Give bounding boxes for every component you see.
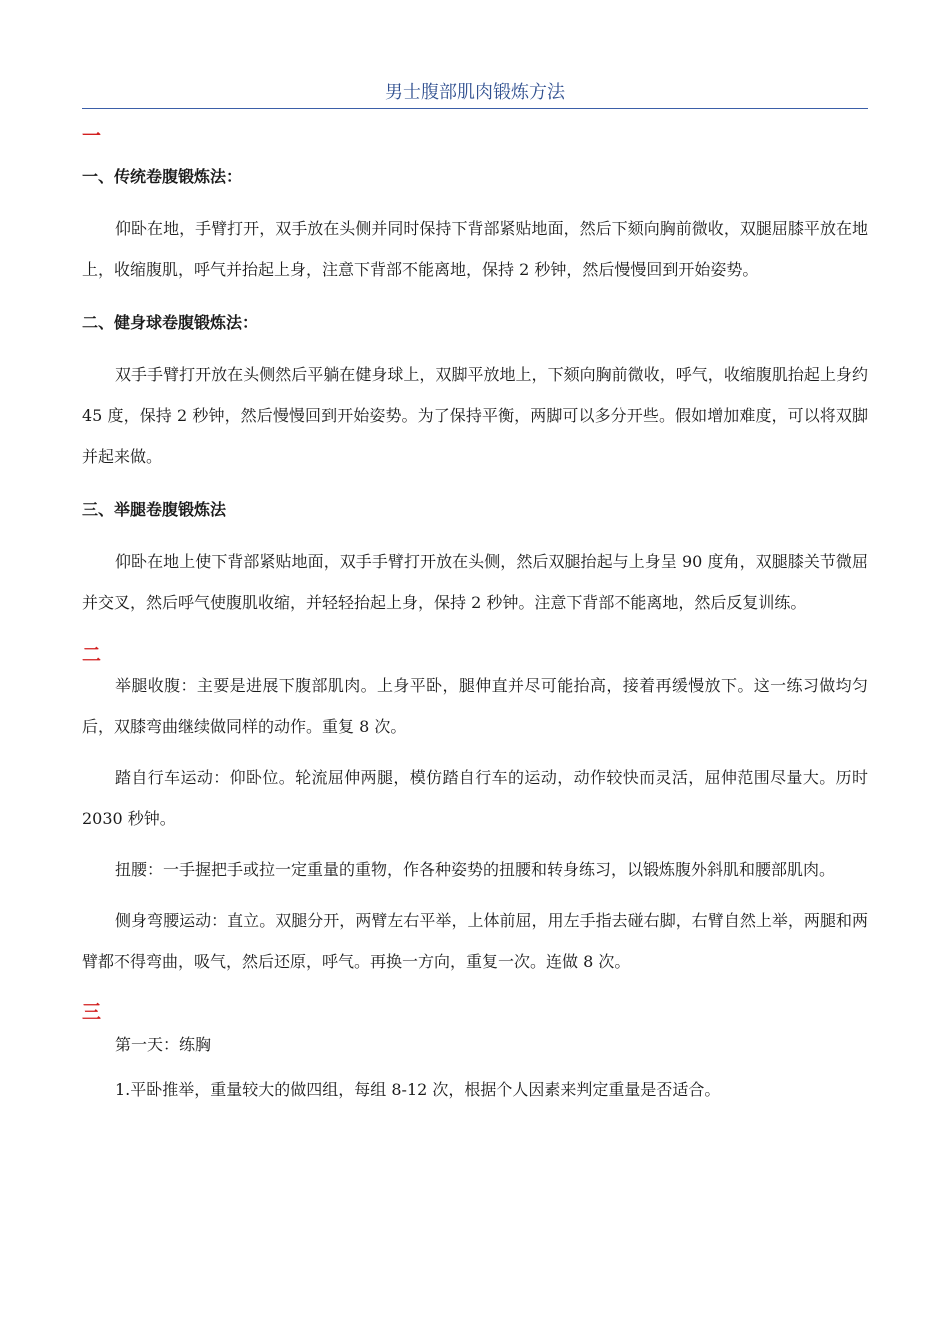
list-item-1: 1.平卧推举，重量较大的做四组，每组 8-12 次，根据个人因素来判定重量是否适合。: [115, 1080, 721, 1099]
paragraph-4: 举腿收腹：主要是进展下腹部肌肉。上身平卧，腿伸直并尽可能抬高，接着再缓慢放下。这一练习做均匀后，双膝弯曲继续做同样的动作。重复 8 次。: [82, 676, 868, 736]
paragraph-5: 踏自行车运动：仰卧位。轮流屈伸两腿，模仿踏自行车的运动，动作较快而灵活，屈伸范围尽量大。历时 2030 秒钟。: [82, 768, 868, 828]
paragraph-7: 侧身弯腰运动：直立。双腿分开，两臂左右平举，上体前屈，用左手指去碰右脚，右臂自然上举，两腿和两臂都不得弯曲，吸气，然后还原，呼气。再换一方向，重复一次。连做 8 次。: [82, 911, 868, 971]
paragraph-6: 扭腰：一手握把手或拉一定重量的重物，作各种姿势的扭腰和转身练习，以锻炼腹外斜肌和腰部肌肉。: [115, 860, 836, 879]
sub-heading-2: 二、健身球卷腹锻炼法：: [82, 313, 259, 332]
paragraph-2: 双手手臂打开放在头侧然后平躺在健身球上，双脚平放地上，下颏向胸前微收，呼气，收缩腹肌抬起上身约 45 度，保持 2 秒钟，然后慢慢回到开始姿势。为了保持平衡，两脚可以多分开些。假如增加难度，可以将双脚并起来做。: [82, 365, 868, 466]
paragraph-1: 仰卧在地，手臂打开，双手放在头侧并同时保持下背部紧贴地面，然后下颏向胸前微收，双腿屈膝平放在地上，收缩腹肌，呼气并抬起上身，注意下背部不能离地，保持 2 秒钟，然后慢慢回到开始姿势。: [82, 219, 868, 279]
header-title: 男士腹部肌肉锻炼方法: [385, 82, 565, 103]
sub-heading-1: 一、传统卷腹锻炼法：: [82, 167, 243, 186]
sub-heading-3: 三、举腿卷腹锻炼法: [82, 500, 227, 519]
paragraph-3: 仰卧在地上使下背部紧贴地面，双手手臂打开放在头侧，然后双腿抬起与上身呈 90 度角，双腿膝关节微屈并交叉，然后呼气使腹肌收缩，并轻轻抬起上身，保持 2 秒钟。注意下背部不能离地，然后反复训练。: [82, 552, 868, 612]
day-heading: 第一天：练胸: [115, 1035, 212, 1054]
section-number-3: 三: [82, 1001, 102, 1023]
document-body: [82, 120, 868, 1110]
section-number-1: 一: [82, 125, 102, 147]
page-header: [82, 80, 868, 109]
section-number-2: 二: [82, 644, 102, 666]
